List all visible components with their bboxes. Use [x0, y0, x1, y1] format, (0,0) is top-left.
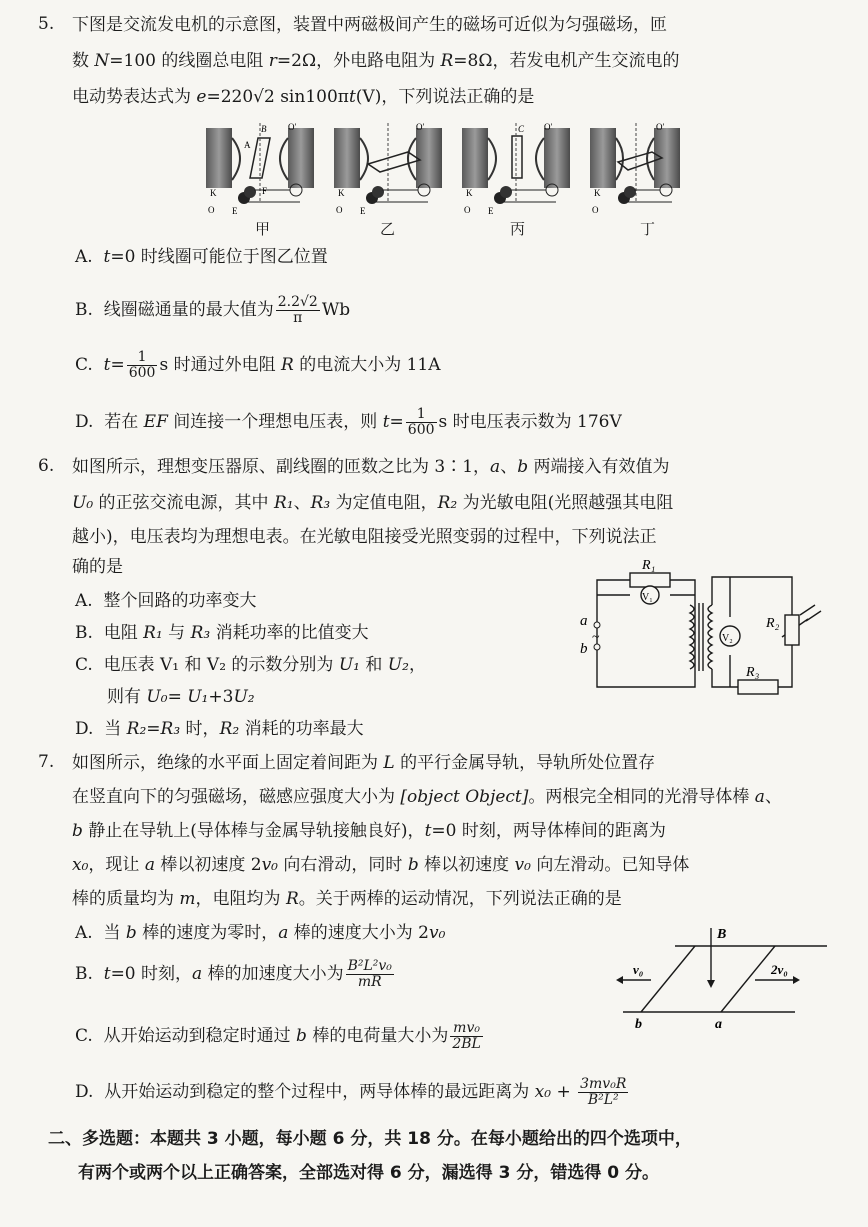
svg-text:O: O [592, 205, 599, 215]
q7-option-d: D. 从开始运动到稳定的整个过程中，两导体棒的最远距离为 x₀ + $\frac{\text{3mv₀R}}{\text{B²L²}}$ [75, 1076, 627, 1108]
svg-text:E: E [360, 206, 366, 216]
q6-option-a: A. 整个回路的功率变大 [75, 591, 257, 611]
q6-transformer-circuit [570, 555, 835, 700]
generator-figure-jia [206, 122, 314, 216]
generator-figure-bing [462, 122, 570, 216]
svg-text:B: B [261, 124, 267, 134]
svg-text:O′: O′ [288, 122, 297, 132]
fig-b-label: b [580, 641, 588, 657]
svg-text:O: O [336, 205, 343, 215]
q5-option-a: A. t=0 时线圈可能位于图乙位置 [75, 247, 328, 267]
svg-text:K: K [466, 188, 473, 198]
svg-text:K: K [594, 188, 601, 198]
q7-option-b: B. t=0 时刻，a 棒的加速度大小为 $\frac{\text{B²L²v₀}}{mR}$ [75, 958, 392, 990]
figure-caption-bing: 丙 [510, 220, 526, 238]
svg-text:C: C [518, 124, 525, 134]
q6-option-d: D. 当 R₂=R₃ 时，R₂ 消耗的功率最大 [75, 719, 364, 739]
generator-figure-yi [334, 122, 442, 216]
q5-stem-line2: 数 N=100 的线圈总电阻 r=2Ω，外电路电阻为 R=8Ω，若发电机产生交流电的 [72, 51, 680, 71]
q5-option-b: B. 线圈磁通量的最大值为 $\frac{2.2√2}{\pi}$ Wb [75, 294, 351, 326]
q5-stem-line3: 电动势表达式为 e=220√2 sin100πt(V)，下列说法正确的是 [72, 87, 535, 107]
fig-r1-label: R₁ [642, 558, 656, 573]
generator-figure-ding [590, 122, 680, 215]
q6-stem-line3: 越小)，电压表均为理想电表。在光敏电阻接受光照变弱的过程中，下列说法正 [72, 527, 657, 547]
q7-stem-line3: b 静止在导轨上(导体棒与金属导轨接触良好)，t=0 时刻，两导体棒间的距离为 [72, 821, 666, 841]
fig-v1-label: V₁ [642, 592, 653, 603]
svg-text:O: O [464, 205, 471, 215]
svg-text:O′: O′ [544, 122, 553, 132]
q5-option-d: D. 若在 EF 间连接一个理想电压表，则 t= $\frac{1}{600}$ s 时电压表示数为 176V [75, 406, 622, 438]
q5-stem-line1: 下图是交流发电机的示意图，装置中两磁极间产生的磁场可近似为匀强磁场，匝 [72, 15, 667, 35]
svg-text:O′: O′ [416, 122, 425, 132]
q5-generator-figures [200, 118, 680, 218]
fig-r2-label: R₂ [766, 616, 780, 631]
svg-text:A: A [244, 140, 251, 150]
q7-option-c: C. 从开始运动到稳定时通过 b 棒的电荷量大小为 $\frac{\text{mv₀}}{2BL}$ [75, 1020, 481, 1052]
figure-caption-yi: 乙 [380, 220, 396, 238]
q7-stem-line2: 在竖直向下的匀强磁场，磁感应强度大小为 [object Object]。两根完全相同的光滑导体棒 a、 [72, 787, 782, 807]
fig-rod-b-label: b [635, 1017, 642, 1032]
q7-stem-line4: x₀，现让 a 棒以初速度 2v₀ 向右滑动，同时 b 棒以初速度 v₀ 向左滑动。已知导体 [72, 855, 690, 875]
fig-ac-symbol: ~ [592, 630, 600, 645]
q6-option-c-line2: 则有 U₀= U₁+3U₂ [107, 687, 255, 707]
q6-option-c: C. 电压表 V₁ 和 V₂ 的示数分别为 U₁ 和 U₂， [75, 655, 426, 675]
q7-rails-figure [615, 922, 830, 1032]
svg-text:K: K [210, 188, 217, 198]
fig-v2-label: V₂ [722, 633, 733, 644]
q5-number: 5. [38, 14, 55, 34]
fig-r3-label: R₃ [746, 665, 760, 680]
q7-number: 7. [38, 752, 55, 772]
q7-stem-line5: 棒的质量均为 m，电阻均为 R。关于两棒的运动情况，下列说法正确的是 [72, 889, 622, 909]
q5-option-c: C. t= $\frac{1}{600}$ s 时通过外电阻 R 的电流大小为 11A [75, 349, 441, 381]
q6-option-b: B. 电阻 R₁ 与 R₃ 消耗功率的比值变大 [75, 623, 369, 643]
svg-text:K: K [338, 188, 345, 198]
figure-caption-ding: 丁 [640, 220, 656, 238]
q6-number: 6. [38, 456, 55, 476]
fig-b-field-label: B [717, 927, 727, 942]
svg-text:E: E [232, 206, 238, 216]
fig-v0-label: v₀ [633, 962, 644, 977]
fig-2v0-label: 2v₀ [771, 962, 788, 977]
q7-stem-line1: 如图所示，绝缘的水平面上固定着间距为 L 的平行金属导轨，导轨所处位置存 [72, 753, 656, 773]
figure-caption-jia: 甲 [255, 220, 271, 238]
q6-stem-line2: U₀ 的正弦交流电源，其中 R₁、R₃ 为定值电阻，R₂ 为光敏电阻(光照越强其电阻 [72, 493, 674, 513]
fig-rod-a-label: a [715, 1017, 722, 1032]
svg-text:E: E [488, 206, 494, 216]
svg-text:O′: O′ [656, 122, 665, 132]
section-2-instructions: 有两个或两个以上正确答案，全部选对得 6 分，漏选得 3 分，错选得 0 分。 [78, 1163, 659, 1183]
q7-option-a: A. 当 b 棒的速度为零时，a 棒的速度大小为 2v₀ [75, 923, 446, 943]
fig-a-label: a [580, 613, 588, 629]
section-2-heading: 二、多选题：本题共 3 小题，每小题 6 分，共 18 分。在每小题给出的四个选项中， [48, 1129, 692, 1149]
q6-stem-line4: 确的是 [72, 557, 123, 577]
svg-text:F: F [262, 186, 268, 196]
svg-text:O: O [208, 205, 215, 215]
q6-stem-line1: 如图所示，理想变压器原、副线圈的匝数之比为 3∶1，a、b 两端接入有效值为 [72, 457, 670, 477]
